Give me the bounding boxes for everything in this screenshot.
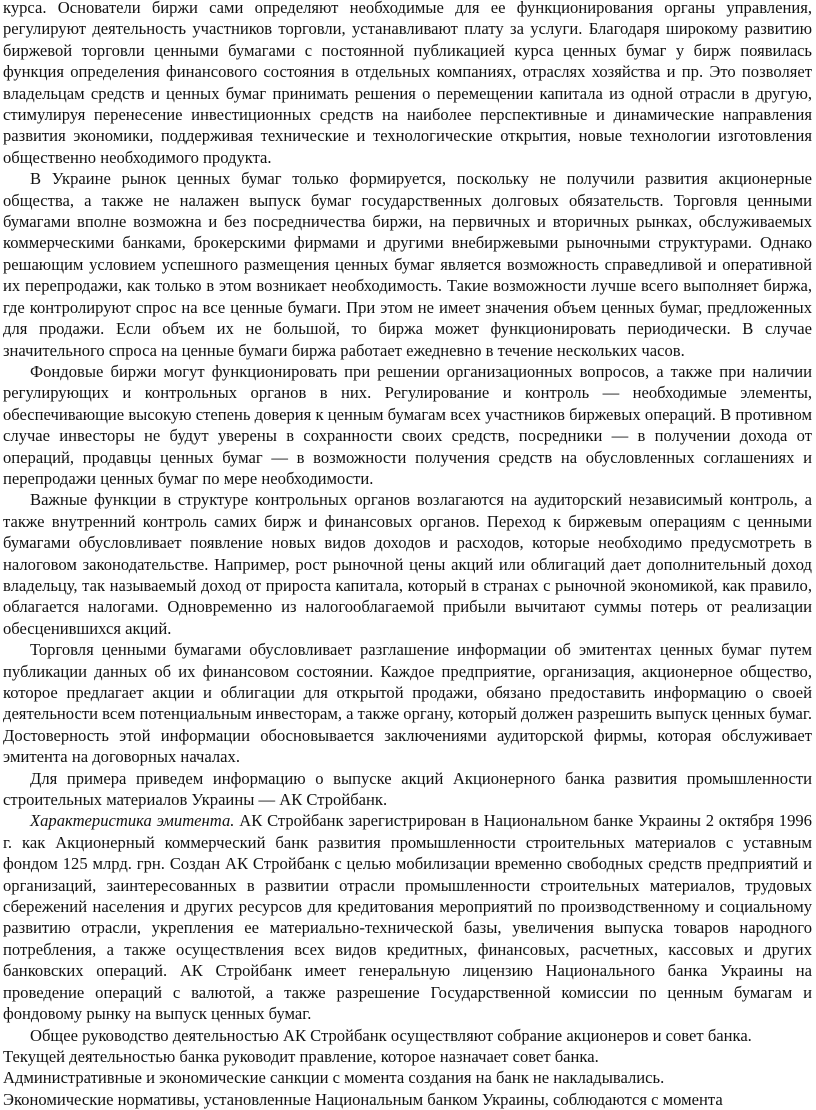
paragraph-economic-norms: Экономические нормативы, установленные Национальным банком Украины, соблюдаются с момента <box>3 1089 723 1109</box>
issuer-heading: Характеристика эмитента. <box>30 811 235 831</box>
paragraph-general-management: Общее руководство деятельностью АК Стройбанк осуществляют собрание акционеров и совет банка. <box>30 1025 752 1045</box>
paragraph-current-activity: Текущей деятельностью банка руководит правление, которое назначает совет банка. <box>3 1046 599 1066</box>
paragraph-ukraine-market: В Украине рынок ценных бумаг только формируется, поскольку не получили развития акционерные общества, а также не налажен выпуск бумаг государственных долговых обязательств. Торговля ценными бумагами вполне возможна и без посредничества биржи, на первичных и вторичных рынках, обслуживаемых коммерческими банками, брокерскими фирмами и другими внебиржевыми рыночными структурами. Однако решающим условием успешного размещения ценных бумаг является возможность справедливой и оперативной их перепродажи, как только в этом возникает необходимость. Такие возможности лучше всего выполняет биржа, где контролируют спрос на все ценные бумаги. При этом не имеет значения объем ценных бумаг, предложенных для продажи. Если объем их не большой, то биржа может функционировать периодически. В случае значительного спроса на ценные бумаги биржа работает ежедневно в течение нескольких часов. <box>3 169 812 360</box>
paragraph-exchange-founders: курса. Основатели биржи сами определяют необходимые для ее функционирования органы управления, регулируют деятельность участников торговли, устанавливают плату за услуги. Благодаря широкому развитию биржевой торговли ценными бумагами с постоянной публикацией курса ценных бумаг у бирж появилась функция определения финансового состояния в отдельных компаниях, отраслях хозяйства и пр. Это позволяет владельцам средств и ценных бумаг принимать решения о перемещении капитала из одной отрасли в другую, стимулируя перенесение инвестиционных средств на наиболее перспективные и динамические направления развития экономики, поддерживая технические и технологические открытия, новые технологии изготовления общественно необходимого продукта. <box>3 0 812 167</box>
issuer-text: АК Стройбанк зарегистрирован в Национальном банке Украины 2 октября 1996 г. как Акционерный коммерческий банк развития промышленности строительных материалов с уставным фондом 125 млрд. грн. Создан АК Стройбанк с целью мобилизации временно свободных средств предприятий и организаций, заинтересованных в развитии отрасли промышленности строительных материалов, трудовых сбережений населения и других ресурсов для кредитования мероприятий по производственному и социальному развитию отрасли, укрепления ее материально-технической базы, увеличения выпуска товаров народного потребления, а также осуществления всех видов кредитных, финансовых, расчетных, кассовых и других банковских операций. АК Стройбанк имеет генеральную лицензию Национального банка Украины на проведение операций с валютой, а также разрешение Государственной комиссии по ценным бумагам и фондовому рынку на выпуск ценных бумаг. <box>3 811 812 1024</box>
paragraph-control-functions: Важные функции в структуре контрольных органов возлагаются на аудиторский независимый контроль, а также внутренний контроль самих бирж и финансовых органов. Переход к биржевым операциям с ценными бумагами обусловливает появление новых видов доходов и расходов, которые необходимо предусмотреть в налоговом законодательстве. Например, рост рыночной цены акций или облигаций дает дополнительный доход владельцу, так называемый доход от прироста капитала, который в странах с рыночной экономикой, как правило, облагается налогами. Одновременно из налогооблагаемой прибыли вычитают суммы потерь от реализации обесценившихся акций. <box>3 490 812 638</box>
paragraph-sanctions: Административные и экономические санкции с момента создания на банк не накладывались. <box>3 1068 665 1088</box>
paragraph-issuer-characteristics <box>3 810 812 1024</box>
paragraph-stock-exchanges: Фондовые биржи могут функционировать при решении организационных вопросов, а также при наличии регулирующих и контрольных органов в них. Регулирование и контроль — необходимые элементы, обеспечивающие высокую степень доверия к ценным бумагам всех участников биржевых операций. В противном случае инвесторы не будут уверены в сохранности своих средств, посредники — в получении дохода от операций, продавцы ценных бумаг — в возможности получения средств на обусловленных соглашениях и перепродажи ценных бумаг по мере необходимости. <box>3 361 812 488</box>
paragraph-information-disclosure: Торговля ценными бумагами обусловливает разглашение информации об эмитентах ценных бумаг путем публикации данных об их финансовом состоянии. Каждое предприятие, организация, акционерное общество, которое предлагает акции и облигации для открытой продажи, обязано предоставить информацию о своей деятельности всем потенциальным инвесторам, а также органу, который должен разрешить выпуск ценных бумаг. Достоверность этой информации обосновывается заключениями аудиторской фирмы, которая обслуживает эмитента на договорных началах. <box>3 640 812 767</box>
paragraph-example-intro: Для примера приведем информацию о выпуске акций Акционерного банка развития промышленности строительных материалов Украины — АК Стройбанк. <box>3 768 812 810</box>
